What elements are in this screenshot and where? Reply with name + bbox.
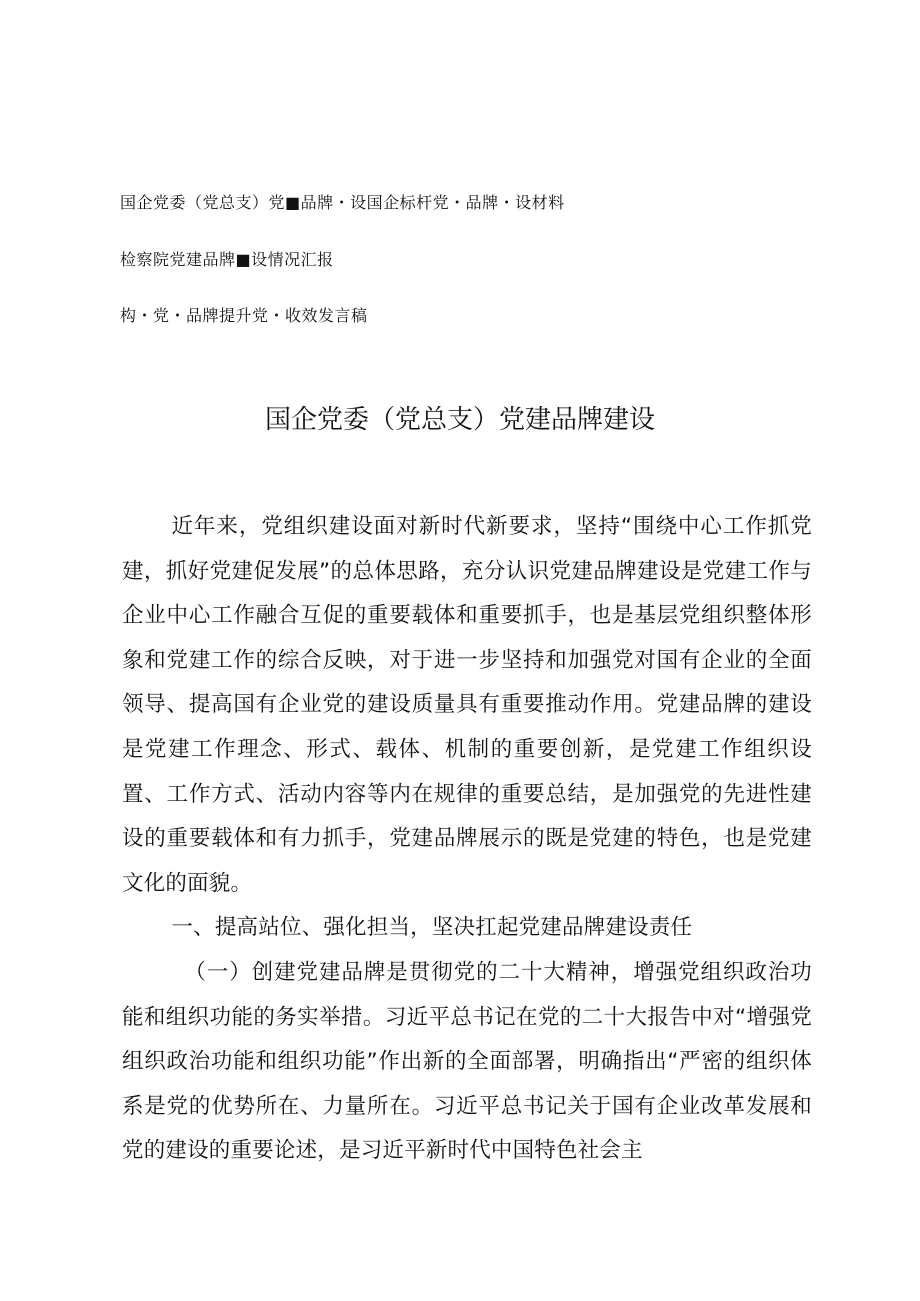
- intro-paragraph: 近年来，党组织建设面对新时代新要求，坚持“围绕中心工作抓党建，抓好党建促发展”的总体思路，充分认识党建品牌建设是党建工作与企业中心工作融合互促的重要载体和重要抓手，也是基层党组织整体形象和党建工作的综合反映，对于进一步坚持和加强党对国有企业的全面领导、提高国有企业党的建设质量具有重要推动作用。党建品牌的建设是党建工作理念、形式、载体、机制的重要创新，是党建工作组织设置、工作方式、活动内容等内在规律的重要总结，是加强党的先进性建设的重要载体和有力抓手，党建品牌展示的既是党建的特色，也是党建文化的面貌。: [122, 514, 812, 896]
- subsection-paragraph-1: （一）创建党建品牌是贯彻党的二十大精神，增强党组织政治功能和组织功能的务实举措。习近平总书记在党的二十大报告中对“增强党组织政治功能和组织功能”作出新的全面部署，明确指出“严密的组织体系是党的优势所在、力量所在。习近平总书记关于国有企业改革发展和党的建设的重要论述，是习近平新时代中国特色社会主: [122, 959, 812, 1164]
- toc-entry-3: 构・党・品牌提升党・收效发言稿: [120, 306, 368, 325]
- document-body: [122, 505, 812, 1174]
- toc-entry-2: 检察院党建品牌■设情况汇报: [120, 250, 334, 269]
- section-heading-1: 一、提高站位、强化担当，坚决扛起党建品牌建设责任: [171, 915, 693, 941]
- document-title: 国企党委（党总支）党建品牌建设: [264, 405, 655, 435]
- toc-entry-1: 国企党委（党总支）党■品牌・设国企标杆党・品牌・设材料: [120, 193, 565, 212]
